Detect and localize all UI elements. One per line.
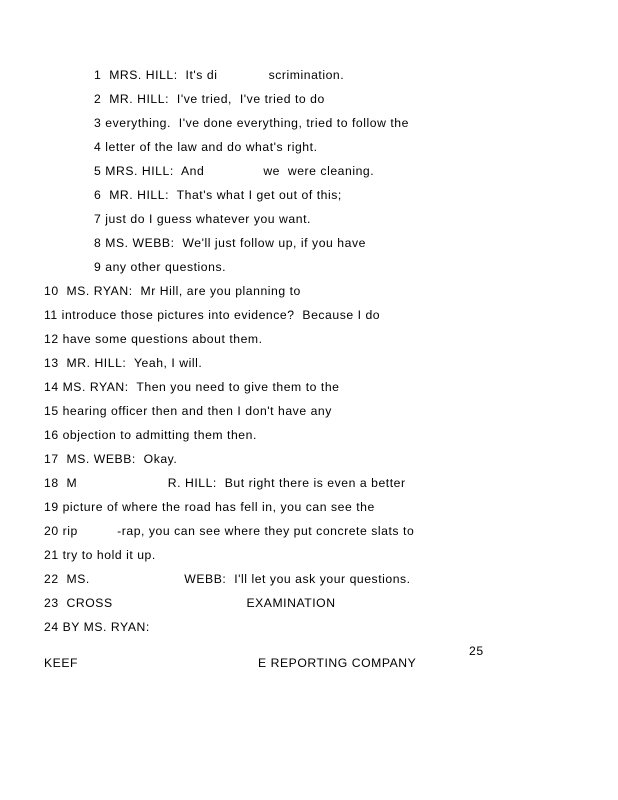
transcript-line: 12 have some questions about them. (44, 332, 263, 346)
transcript-line: 17 MS. WEBB: Okay. (44, 452, 178, 466)
transcript-line: 8 MS. WEBB: We'll just follow up, if you have (94, 236, 366, 250)
transcript-line: 18 M R. HILL: But right there is even a better (44, 476, 406, 490)
transcript-line: 20 rip -rap, you can see where they put concrete slats to (44, 524, 415, 538)
transcript-line: 5 MRS. HILL: And we were cleaning. (94, 164, 375, 178)
transcript-line: 16 objection to admitting them then. (44, 428, 257, 442)
transcript-line: 6 MR. HILL: That's what I get out of this; (94, 188, 342, 202)
transcript-line: 19 picture of where the road has fell in, you can see the (44, 500, 375, 514)
transcript-line: 22 MS. WEBB: I'll let you ask your questions. (44, 572, 411, 586)
transcript-line: 21 try to hold it up. (44, 548, 156, 562)
reporter-footer-left: KEEF (44, 656, 79, 670)
transcript-line: 10 MS. RYAN: Mr Hill, are you planning to (44, 284, 301, 298)
transcript-line: 23 CROSS EXAMINATION (44, 596, 336, 610)
transcript-line: 15 hearing officer then and then I don't have any (44, 404, 332, 418)
transcript-line: 11 introduce those pictures into evidence? Because I do (44, 308, 381, 322)
page-number: 25 (469, 644, 484, 658)
transcript-line: 24 BY MS. RYAN: (44, 620, 150, 634)
transcript-line: 13 MR. HILL: Yeah, I will. (44, 356, 203, 370)
transcript-line: 4 letter of the law and do what's right. (94, 140, 318, 154)
transcript-line: 7 just do I guess whatever you want. (94, 212, 311, 226)
reporter-footer-right: E REPORTING COMPANY (258, 656, 417, 670)
transcript-line: 1 MRS. HILL: It's di scrimination. (94, 68, 345, 82)
transcript-line: 9 any other questions. (94, 260, 227, 274)
transcript-line: 2 MR. HILL: I've tried, I've tried to do (94, 92, 325, 106)
transcript-line: 14 MS. RYAN: Then you need to give them to the (44, 380, 340, 394)
transcript-line: 3 everything. I've done everything, tried to follow the (94, 116, 409, 130)
